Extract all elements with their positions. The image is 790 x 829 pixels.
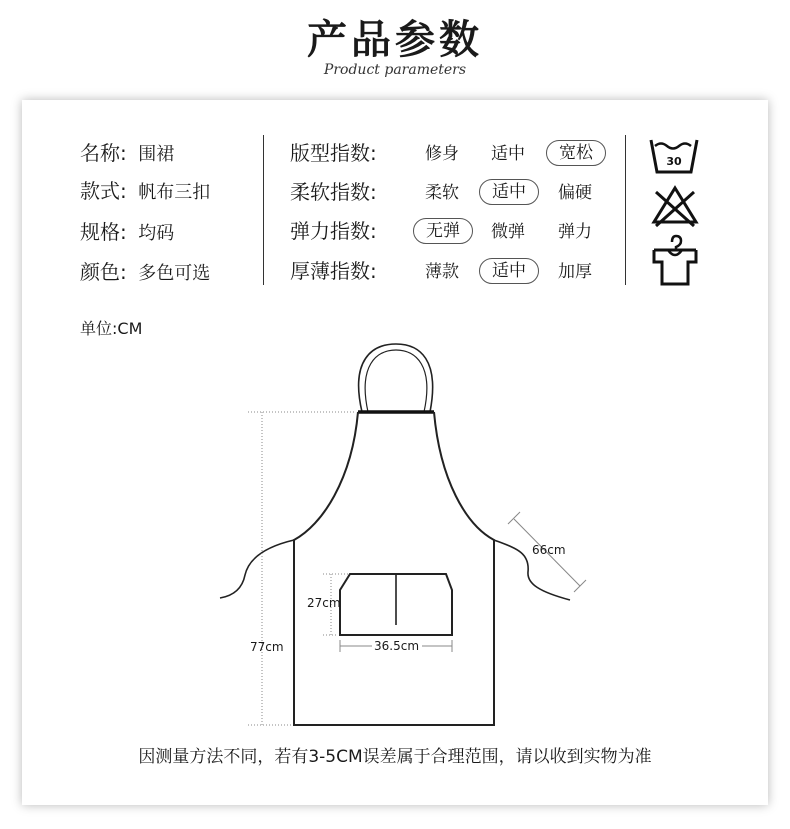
unit-label: 单位:CM	[80, 319, 143, 338]
index-softness-label: 柔软指数:	[290, 180, 377, 204]
index-fit-label: 版型指数:	[290, 141, 377, 165]
fit-option-regular: 适中	[491, 144, 525, 164]
index-thickness-label: 厚薄指数:	[290, 259, 377, 283]
spec-style: 款式: 帆布三扣	[80, 179, 211, 203]
elasticity-option-elastic: 弹力	[558, 222, 592, 242]
spec-size: 规格: 均码	[80, 220, 175, 244]
apron-body	[294, 412, 494, 725]
left-tie	[220, 540, 294, 598]
page-subtitle: Product parameters	[323, 62, 467, 78]
wash-temp-label: 30	[666, 155, 682, 168]
spec-color: 颜色: 多色可选	[80, 260, 211, 284]
softness-option-soft: 柔软	[425, 183, 459, 203]
neck-strap	[359, 344, 433, 412]
pocket-height-label: 27cm	[307, 596, 341, 610]
softness-option-medium-selected: 适中	[479, 179, 539, 205]
strap-label: 66cm	[532, 543, 566, 557]
thickness-option-thick: 加厚	[558, 262, 592, 282]
fit-option-slim: 修身	[425, 144, 459, 164]
thickness-option-thin: 薄款	[425, 262, 459, 282]
elasticity-option-none-selected: 无弹	[413, 218, 473, 244]
spec-name: 名称: 围裙	[80, 141, 175, 165]
thickness-option-medium-selected: 适中	[479, 258, 539, 284]
length-label: 77cm	[250, 640, 284, 654]
elasticity-option-slight: 微弹	[491, 222, 525, 242]
index-elasticity-label: 弹力指数:	[290, 219, 377, 243]
fit-option-loose-selected: 宽松	[546, 140, 606, 166]
softness-option-stiff: 偏硬	[558, 183, 592, 203]
page-title: 产品参数	[307, 17, 483, 63]
measurement-footnote: 因测量方法不同，若有3-5CM误差属于合理范围，请以收到实物为准	[138, 747, 652, 767]
pocket-width-label: 36.5cm	[374, 639, 420, 653]
